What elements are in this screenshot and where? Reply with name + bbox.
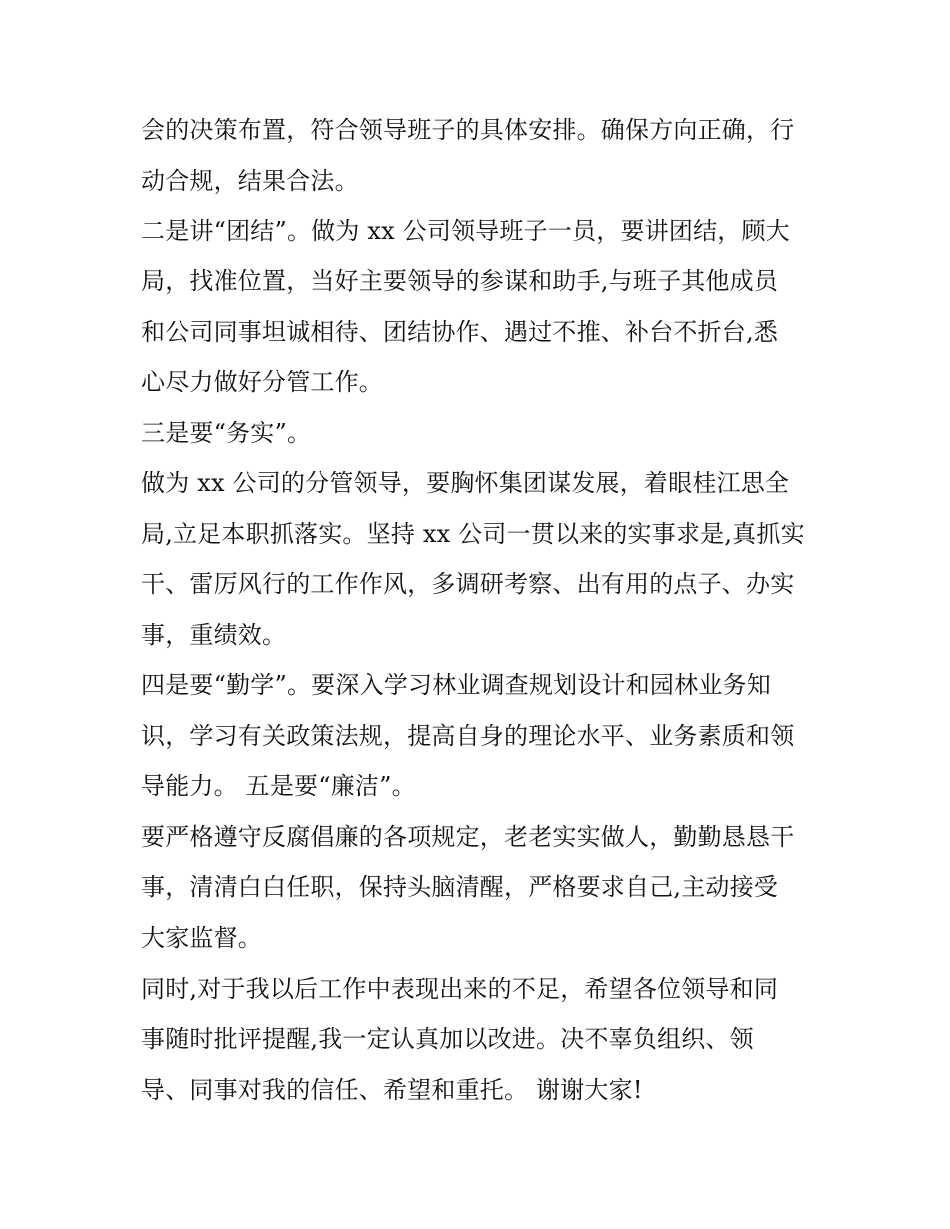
text-line: 做为 xx 公司的分管领导，要胸怀集团谋发展，着眼桂江思全 [141,469,790,497]
text-line: 心尽力做好分管工作。 [141,368,383,396]
text-line: 事随时批评提醒,我一定认真加以改进。决不辜负组织、领 [141,1025,754,1053]
text-line: 和公司同事坦诚相待、团结协作、遇过不推、补台不折台,悉 [141,318,779,346]
text-line: 三是要“务实”。 [141,419,312,447]
text-line: 事，清清白白任职，保持头脑清醒，严格要求自己,主动接受 [141,873,779,901]
text-line: 同时,对于我以后工作中表现出来的不足，希望各位领导和同 [141,975,779,1003]
text-line: 大家监督。 [141,924,262,952]
text-line: 局，找准位置，当好主要领导的参谋和助手,与班子其他成员 [141,267,779,295]
text-line: 事，重绩效。 [141,621,287,649]
text-line: 动合规，结果合法。 [141,167,359,195]
text-line: 导能力。 五是要“廉洁”。 [141,772,416,800]
text-line: 识，学习有关政策法规，提高自身的理论水平、业务素质和领 [141,722,795,750]
text-line: 二是讲“团结”。做为 xx 公司领导班子一员，要讲团结，顾大 [141,217,790,245]
text-line: 导、同事对我的信任、希望和重托。 谢谢大家! [141,1076,643,1104]
text-line: 四是要“勤学”。要深入学习林业调查规划设计和园林业务知 [141,671,771,699]
text-line: 要严格遵守反腐倡廉的各项规定，老老实实做人，勤勤恳恳干 [141,823,795,851]
text-line: 局,立足本职抓落实。坚持 xx 公司一贯以来的实事求是,真抓实 [141,520,805,548]
text-line: 会的决策布置，符合领导班子的具体安排。确保方向正确，行 [141,116,795,144]
text-line: 干、雷厉风行的工作作风，多调研考察、出有用的点子、办实 [141,570,795,598]
